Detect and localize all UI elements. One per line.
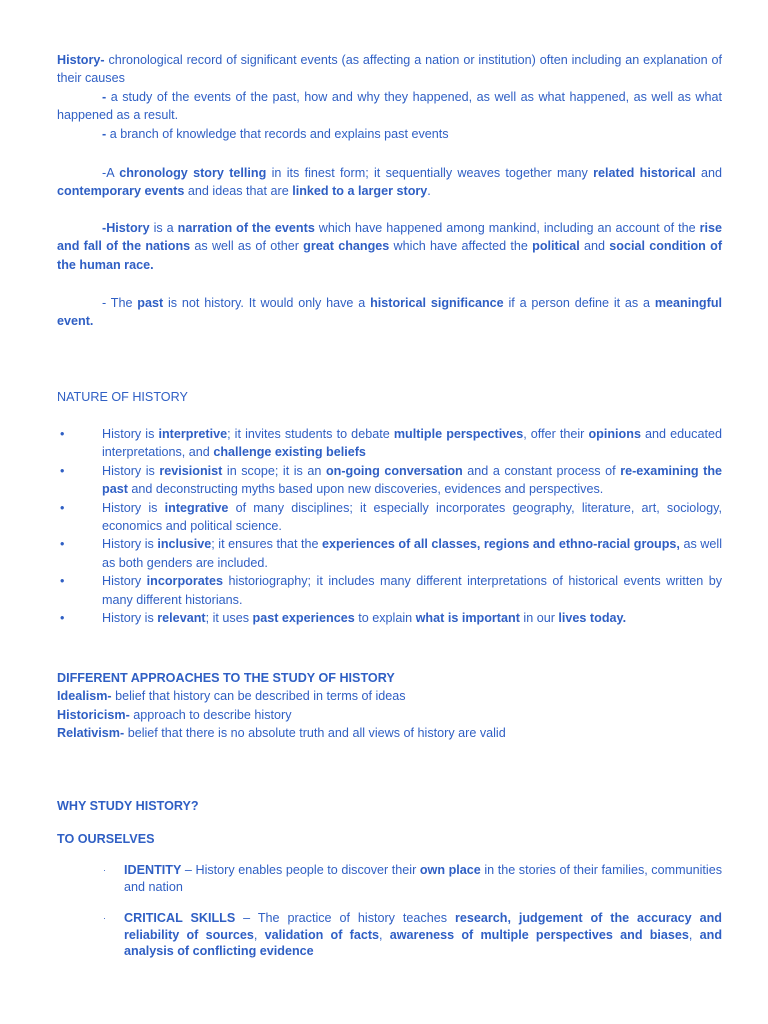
text: and a constant process of [462, 463, 621, 478]
why-heading: WHY STUDY HISTORY? [57, 799, 199, 813]
narration-paragraph [57, 219, 722, 274]
text: as well as of other [190, 239, 304, 254]
emphasis: validation of facts [264, 927, 380, 942]
list-item [57, 609, 722, 627]
text: - The [102, 296, 138, 310]
text: History is [102, 427, 159, 441]
nature-list [57, 425, 722, 627]
approaches-heading: DIFFERENT APPROACHES TO THE STUDY OF HISTORY [57, 671, 395, 685]
text: . [427, 184, 431, 199]
definition-dash: - [102, 126, 107, 141]
text: and [695, 166, 722, 180]
text: in its finest form; it sequentially weaves together many [266, 166, 594, 180]
emphasis: great changes [303, 239, 390, 254]
text: and deconstructing myths based upon new discoveries, evidences and perspectives. [127, 482, 604, 497]
text: if a person define it as a [503, 296, 655, 310]
definition-term: History- [57, 53, 105, 67]
emphasis: past [137, 296, 164, 310]
text: History is [102, 500, 165, 515]
list-item [57, 535, 722, 572]
text: – History enables people to discover their [181, 863, 420, 877]
text: History is [102, 611, 158, 626]
emphasis: and analysis of conflicting evidence [124, 927, 723, 958]
emphasis: challenge existing beliefs [213, 445, 366, 460]
emphasis: lives today. [558, 611, 627, 626]
text: of many disciplines; it especially incorporates geography, literature, art, sociology, economics and political science. [102, 500, 722, 534]
emphasis: experiences of all classes, regions and ethno-racial groups, [322, 537, 680, 552]
emphasis: past experiences [252, 611, 355, 626]
emphasis: research, judgement of the accuracy and reliability of sources [124, 911, 722, 942]
emphasis: -History [102, 221, 150, 235]
bullet: • [60, 500, 65, 515]
emphasis: re-examining the past [102, 463, 723, 497]
approach-item [57, 687, 722, 705]
list-item [57, 499, 722, 536]
emphasis: awareness of multiple perspectives and biases [389, 927, 689, 942]
emphasis: own place [419, 863, 481, 877]
approach-item [57, 724, 722, 742]
text: -A [102, 166, 120, 180]
nature-heading: NATURE OF HISTORY [57, 390, 188, 404]
text: which have affected the [389, 239, 533, 254]
approach-text: belief that history can be described in terms of ideas [111, 689, 406, 704]
emphasis: linked to a larger story [292, 184, 428, 199]
emphasis: incorporates [146, 574, 223, 589]
text: History is [102, 463, 160, 478]
emphasis: rise and fall of the nations [57, 221, 722, 254]
text: History [102, 574, 147, 589]
text: , offer their [523, 427, 589, 441]
list-item [57, 462, 722, 499]
bullet: · [103, 913, 106, 923]
text: and educated interpretations, and [102, 427, 722, 460]
text: in our [519, 611, 559, 626]
emphasis: on-going conversation [325, 463, 463, 478]
definition-line: chronological record of significant events (as affecting a nation or institution) often including an explanation of their causes [57, 53, 722, 86]
bullet: • [60, 463, 65, 478]
text: History is [102, 537, 158, 552]
text: ; it ensures that the [211, 537, 323, 552]
approach-text: belief that there is no absolute truth and all views of history are valid [124, 726, 506, 741]
text: , [688, 927, 700, 942]
identity-item [103, 862, 722, 895]
bullet: • [60, 427, 65, 441]
emphasis: chronology story telling [119, 166, 267, 180]
text: in scope; it is an [222, 463, 326, 478]
emphasis: political [532, 239, 580, 254]
bullet: • [60, 611, 65, 626]
list-item [57, 572, 722, 609]
definition-dash: - [102, 89, 107, 104]
text: which have happened among mankind, including an account of the [314, 221, 700, 235]
text: – The practice of history teaches [235, 911, 455, 925]
why-subheading: TO OURSELVES [57, 832, 155, 846]
text: , [379, 927, 390, 942]
approach-term: Historicism- [57, 707, 130, 722]
emphasis: inclusive [157, 537, 212, 552]
emphasis: multiple perspectives [393, 427, 524, 441]
past-paragraph [57, 294, 722, 331]
bullet: • [60, 574, 65, 589]
story-paragraph [57, 164, 722, 201]
text: historiography; it includes many different interpretations of historical events written by many different historians. [102, 574, 722, 607]
approach-item [57, 706, 722, 724]
text: ; it invites students to debate [227, 427, 394, 441]
emphasis: opinions [588, 427, 641, 441]
text: as well as both genders are included. [102, 537, 722, 570]
text: ; it uses [205, 611, 253, 626]
text: is a [149, 221, 178, 235]
emphasis: relevant [157, 611, 206, 626]
emphasis: what is important [415, 611, 520, 626]
definition-sub-line: a study of the events of the past, how and why they happened, as well as what happened, as well as what happened as a result. [57, 89, 722, 123]
bullet: · [103, 865, 106, 875]
emphasis: social condition of the human race. [57, 239, 723, 272]
emphasis: CRITICAL SKILLS [124, 911, 236, 925]
text: is not history. It would only have a [163, 296, 371, 310]
emphasis: narration of the events [177, 221, 315, 235]
list-item [57, 425, 722, 462]
text: , [253, 927, 265, 942]
emphasis: related historical [593, 166, 696, 180]
emphasis: revisionist [159, 463, 223, 478]
text: in the stories of their families, communities and nation [124, 863, 722, 894]
emphasis: integrative [164, 500, 229, 515]
approach-term: Idealism- [57, 689, 112, 704]
text: to explain [354, 611, 416, 626]
emphasis: contemporary events [57, 184, 185, 199]
definition-sub-line: a branch of knowledge that records and explains past events [106, 126, 449, 141]
approach-text: approach to describe history [129, 707, 292, 722]
emphasis: IDENTITY [124, 863, 182, 877]
emphasis: meaningful event. [57, 296, 723, 329]
text: and ideas that are [184, 184, 293, 199]
emphasis: interpretive [158, 427, 228, 441]
text: and [579, 239, 610, 254]
approaches-section [57, 669, 722, 743]
bullet: • [60, 537, 65, 552]
critical-skills-item [103, 910, 723, 960]
emphasis: historical significance [370, 296, 504, 310]
approach-term: Relativism- [57, 726, 125, 741]
history-definition [57, 51, 722, 143]
